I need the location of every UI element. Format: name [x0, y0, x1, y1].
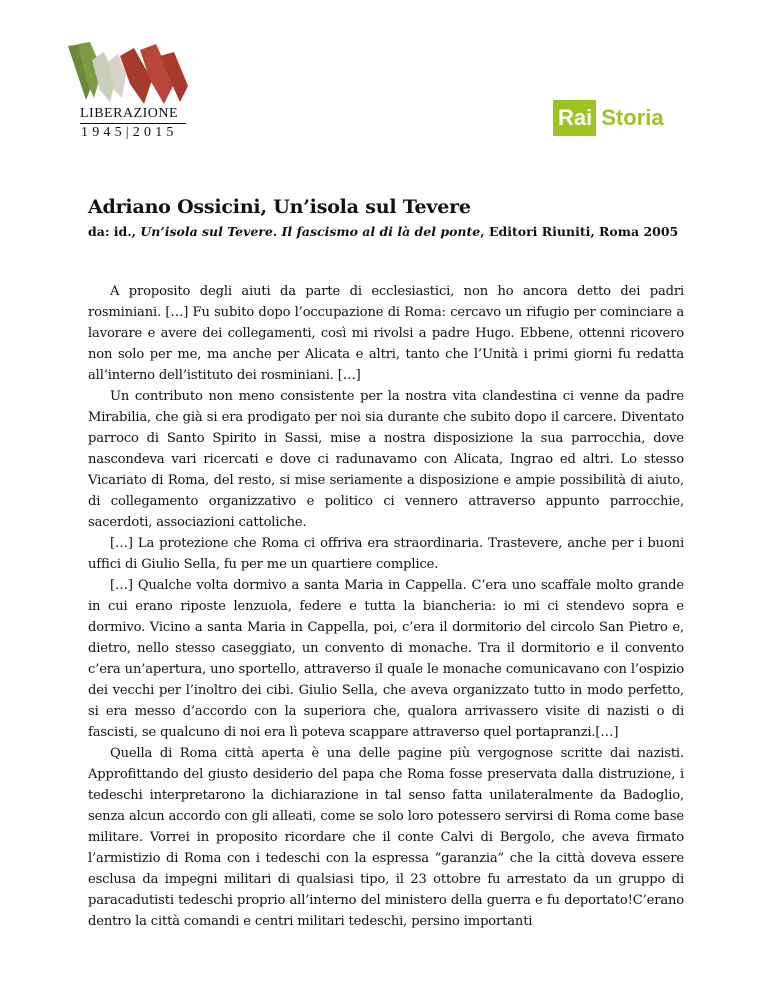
rai-channel-name: Storia: [601, 105, 664, 130]
flag-brushstrokes-icon: [64, 40, 194, 106]
body-paragraph: […] La protezione che Roma ci offriva era straordinaria. Trastevere, anche per i buoni uffici di Giulio Sella, fu per me un quartiere complice.: [88, 536, 684, 572]
source-publisher: , Editori Riuniti, Roma 2005: [480, 224, 679, 239]
source-prefix: da: id.,: [88, 224, 141, 239]
body-paragraph: A proposito degli aiuti da parte di ecclesiastici, non ho ancora detto dei padri rosminiani. […] Fu subito dopo l’occupazione di Roma: cercavo un rifugio per cominciare a lavorare e avere dei collegamenti, così mi rivolsi a padre Hugo. Ebbene, ottenni ricovero non solo per me, ma anche per Alicata e altri, tanto che l’Unità i primi giorni fu redatta all’interno dell’istituto dei rosminiani. […]: [88, 284, 684, 383]
source-work-title: Un’isola sul Tevere. Il fascismo al di là del ponte: [140, 224, 481, 239]
body-paragraph: Un contributo non meno consistente per la nostra vita clandestina ci venne da padre Mirabilia, che già si era prodigato per noi sia durante che subito dopo il carcere. Diventato parroco di Santo Spirito in Sassi, mise a nostra disposizione la sua parrocchia, dove nascondeva vari ricercati e dove ci radunavamo con Alicata, Ingrao ed altri. Lo stesso Vicariato di Roma, del resto, si mise seriamente a disposizione e ampie possibilità di aiuto, di collegamento organizzativo e politico ci vennero attraverso appunto parrocchie, sacerdoti, associazioni cattoliche.: [88, 389, 684, 530]
rai-storia-logo: [553, 100, 664, 136]
document-title: Adriano Ossicini, Un’isola sul Tevere: [88, 196, 471, 218]
document-body: [88, 281, 684, 932]
rai-brand: Rai: [553, 100, 596, 136]
body-paragraph: Quella di Roma città aperta è una delle pagine più vergognose scritte dai nazisti. Approfittando del giusto desiderio del papa che Roma fosse preservata dalla distruzione, i tedeschi interpretarono la dichiarazione in tal senso fatta unilateralmente da Badoglio, senza alcun accordo con gli alleati, come se solo loro potessero servirsi di Roma come base militare. Vorrei in proposito ricordare che il conte Calvi di Bergolo, che aveva firmato l’armistizio di Roma con i tedeschi con la espressa “garanzia” che la città doveva essere esclusa da impegni militari di qualsiasi tipo, il 23 ottobre fu arrestato da un gruppo di paracadutisti tedeschi proprio all’interno del ministero della guerra e fu deportato!C’erano dentro la città comandi e centri militari tedeschi, persino importanti: [88, 746, 684, 929]
logo-years: 1945|2015: [81, 125, 178, 140]
logo-title: LIBERAZIONE: [80, 106, 179, 121]
body-paragraph: […] Qualche volta dormivo a santa Maria in Cappella. C’era uno scaffale molto grande in cui erano riposte lenzuola, federe e tutta la biancheria: io mi ci stendevo sopra e dormivo. Vicino a santa Maria in Cappella, poi, c’era il dormitorio del circolo San Pietro e, dietro, nello stesso caseggiato, un convento di monache. Tra il dormitorio e il convento c’era un’apertura, uno sportello, attraverso il quale le monache comunicavano con l’ospizio dei vecchi per l’inoltro dei cibi. Giulio Sella, che aveva organizzato tutto in modo perfetto, si era messo d’accordo con la superiora che, qualora arrivassero visite di nazisti o di fascisti, se qualcuno di noi era lì poteva scappare attraverso quel portapranzi.[…]: [88, 578, 684, 740]
document-source: [88, 224, 678, 239]
logo-divider: [80, 123, 186, 124]
